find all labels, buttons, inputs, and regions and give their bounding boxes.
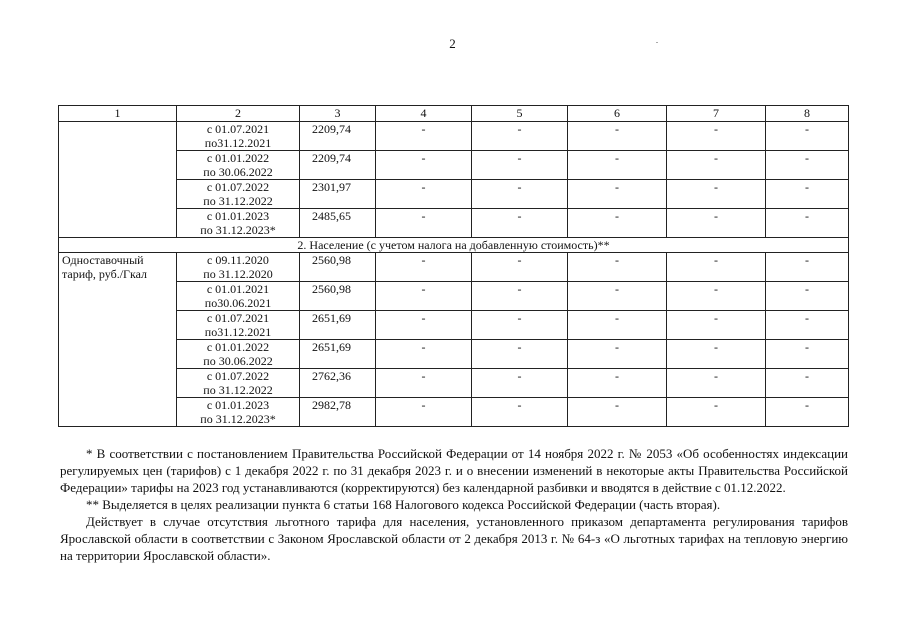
table-row xyxy=(59,340,849,369)
empty-value-cell: - xyxy=(472,209,568,238)
empty-value-cell: - xyxy=(667,209,766,238)
period-start: с 01.01.2023 xyxy=(206,398,270,412)
empty-value-cell: - xyxy=(568,282,667,311)
empty-value-cell: - xyxy=(568,253,667,282)
period-start: с 01.01.2022 xyxy=(206,151,270,165)
empty-value-cell: - xyxy=(766,151,849,180)
empty-value-cell: - xyxy=(568,369,667,398)
empty-value-cell: - xyxy=(667,180,766,209)
table-row xyxy=(59,151,849,180)
column-header-row xyxy=(59,106,849,122)
tariff-value: 2762,36 xyxy=(300,369,376,398)
empty-value-cell: - xyxy=(667,311,766,340)
table-row xyxy=(59,253,849,282)
empty-value-cell: - xyxy=(766,311,849,340)
tariff-value: 2982,78 xyxy=(300,398,376,427)
tariff-value: 2209,74 xyxy=(300,151,376,180)
col-header: 1 xyxy=(59,106,177,122)
period-end: по 30.06.2022 xyxy=(203,165,273,179)
period-cell xyxy=(177,253,300,282)
period-end: по 31.12.2022 xyxy=(203,383,273,397)
empty-value-cell: - xyxy=(376,282,472,311)
tariff-table xyxy=(58,105,849,427)
empty-value-cell: - xyxy=(766,122,849,151)
empty-value-cell: - xyxy=(472,311,568,340)
period-start: с 01.07.2021 xyxy=(206,311,270,325)
empty-value-cell: - xyxy=(667,282,766,311)
col-header: 5 xyxy=(472,106,568,122)
period-start: с 09.11.2020 xyxy=(207,253,269,267)
table-row xyxy=(59,180,849,209)
tariff-type-label xyxy=(59,253,177,427)
period-cell xyxy=(177,151,300,180)
col-header: 6 xyxy=(568,106,667,122)
empty-value-cell: - xyxy=(376,209,472,238)
tariff-value: 2560,98 xyxy=(300,282,376,311)
section-row xyxy=(59,238,849,253)
tariff-value: 2209,74 xyxy=(300,122,376,151)
tariff-unit-line: тариф, руб./Гкал xyxy=(62,267,148,281)
period-end: по 31.12.2022 xyxy=(203,194,273,208)
table-row xyxy=(59,122,849,151)
tariff-value: 2301,97 xyxy=(300,180,376,209)
period-end: по31.12.2021 xyxy=(204,325,272,339)
period-end: по31.12.2021 xyxy=(204,136,272,150)
empty-value-cell: - xyxy=(568,209,667,238)
tariff-value: 2560,98 xyxy=(300,253,376,282)
empty-value-cell: - xyxy=(667,340,766,369)
period-start: с 01.01.2021 xyxy=(206,282,270,296)
tariff-value: 2485,65 xyxy=(300,209,376,238)
empty-value-cell: - xyxy=(766,253,849,282)
empty-value-cell: - xyxy=(472,398,568,427)
empty-value-cell: - xyxy=(667,398,766,427)
empty-value-cell: - xyxy=(568,180,667,209)
tariff-type-line: Одноставочный xyxy=(62,253,144,267)
empty-value-cell: - xyxy=(766,398,849,427)
period-end: по 30.06.2022 xyxy=(203,354,273,368)
tariff-value: 2651,69 xyxy=(300,311,376,340)
period-start: с 01.07.2022 xyxy=(206,180,270,194)
empty-value-cell: - xyxy=(766,369,849,398)
empty-value-cell: - xyxy=(472,369,568,398)
col-header: 3 xyxy=(300,106,376,122)
page-number: 2 xyxy=(449,36,456,51)
footnotes xyxy=(60,445,848,564)
empty-value-cell: - xyxy=(667,369,766,398)
scan-speck xyxy=(656,42,658,43)
period-cell xyxy=(177,209,300,238)
period-cell xyxy=(177,369,300,398)
empty-value-cell: - xyxy=(766,340,849,369)
table-row xyxy=(59,311,849,340)
empty-value-cell: - xyxy=(472,122,568,151)
empty-value-cell: - xyxy=(667,151,766,180)
period-cell xyxy=(177,311,300,340)
period-cell xyxy=(177,180,300,209)
empty-value-cell: - xyxy=(376,180,472,209)
empty-value-cell: - xyxy=(472,253,568,282)
period-start: с 01.07.2022 xyxy=(206,369,270,383)
empty-value-cell: - xyxy=(472,151,568,180)
col-header: 2 xyxy=(177,106,300,122)
empty-value-cell: - xyxy=(376,369,472,398)
empty-value-cell: - xyxy=(667,122,766,151)
period-start: с 01.01.2022 xyxy=(206,340,270,354)
empty-value-cell: - xyxy=(667,253,766,282)
period-cell xyxy=(177,282,300,311)
empty-value-cell: - xyxy=(568,151,667,180)
footnote-double-asterisk: ** Выделяется в целях реализации пункта 6 статьи 168 Налогового кодекса Российской Федерации (часть вторая). xyxy=(86,497,721,512)
table-row xyxy=(59,369,849,398)
section-title: 2. Население (с учетом налога на добавленную стоимость)** xyxy=(59,238,849,253)
empty-value-cell: - xyxy=(472,282,568,311)
empty-value-cell: - xyxy=(472,180,568,209)
period-end: по 31.12.2023* xyxy=(200,412,276,426)
empty-value-cell: - xyxy=(568,311,667,340)
empty-value-cell: - xyxy=(766,209,849,238)
col-header: 4 xyxy=(376,106,472,122)
empty-value-cell: - xyxy=(376,311,472,340)
period-cell xyxy=(177,340,300,369)
empty-value-cell: - xyxy=(376,340,472,369)
period-cell xyxy=(177,122,300,151)
empty-value-cell: - xyxy=(376,122,472,151)
footnote-preferential: Действует в случае отсутствия льготного тарифа для населения, установленного приказом департамента регулирования тарифов Ярославской области в соответствии с Законом Ярославской области от 2 декабря 2013 г. № 64-з «О льготных тарифах на тепловую энергию на территории Ярославской области». xyxy=(60,514,848,563)
empty-value-cell: - xyxy=(376,253,472,282)
period-end: по 31.12.2023* xyxy=(200,223,276,237)
empty-value-cell: - xyxy=(376,151,472,180)
group-cell-blank xyxy=(59,122,177,238)
empty-value-cell: - xyxy=(766,180,849,209)
table-row xyxy=(59,398,849,427)
empty-value-cell: - xyxy=(568,398,667,427)
period-end: по30.06.2021 xyxy=(204,296,272,310)
empty-value-cell: - xyxy=(568,340,667,369)
col-header: 8 xyxy=(766,106,849,122)
period-start: с 01.01.2023 xyxy=(206,209,270,223)
tariff-value: 2651,69 xyxy=(300,340,376,369)
empty-value-cell: - xyxy=(766,282,849,311)
empty-value-cell: - xyxy=(568,122,667,151)
table-row xyxy=(59,209,849,238)
period-start: с 01.07.2021 xyxy=(206,122,270,136)
footnote-asterisk: * В соответствии с постановлением Правительства Российской Федерации от 14 ноября 2022 г. № 2053 «Об особенностях индексации регулируемых цен (тарифов) с 1 декабря 2022 г. по 31 декабря 2023 г. и о внесении изменений в некоторые акты Правительства Российской Федерации» тарифы на 2023 год устанавливаются (корректируются) без календарной разбивки и вводятся в действие с 01.12.2022. xyxy=(60,446,848,495)
period-cell xyxy=(177,398,300,427)
table-row xyxy=(59,282,849,311)
empty-value-cell: - xyxy=(376,398,472,427)
empty-value-cell: - xyxy=(472,340,568,369)
period-end: по 31.12.2020 xyxy=(203,267,273,281)
col-header: 7 xyxy=(667,106,766,122)
